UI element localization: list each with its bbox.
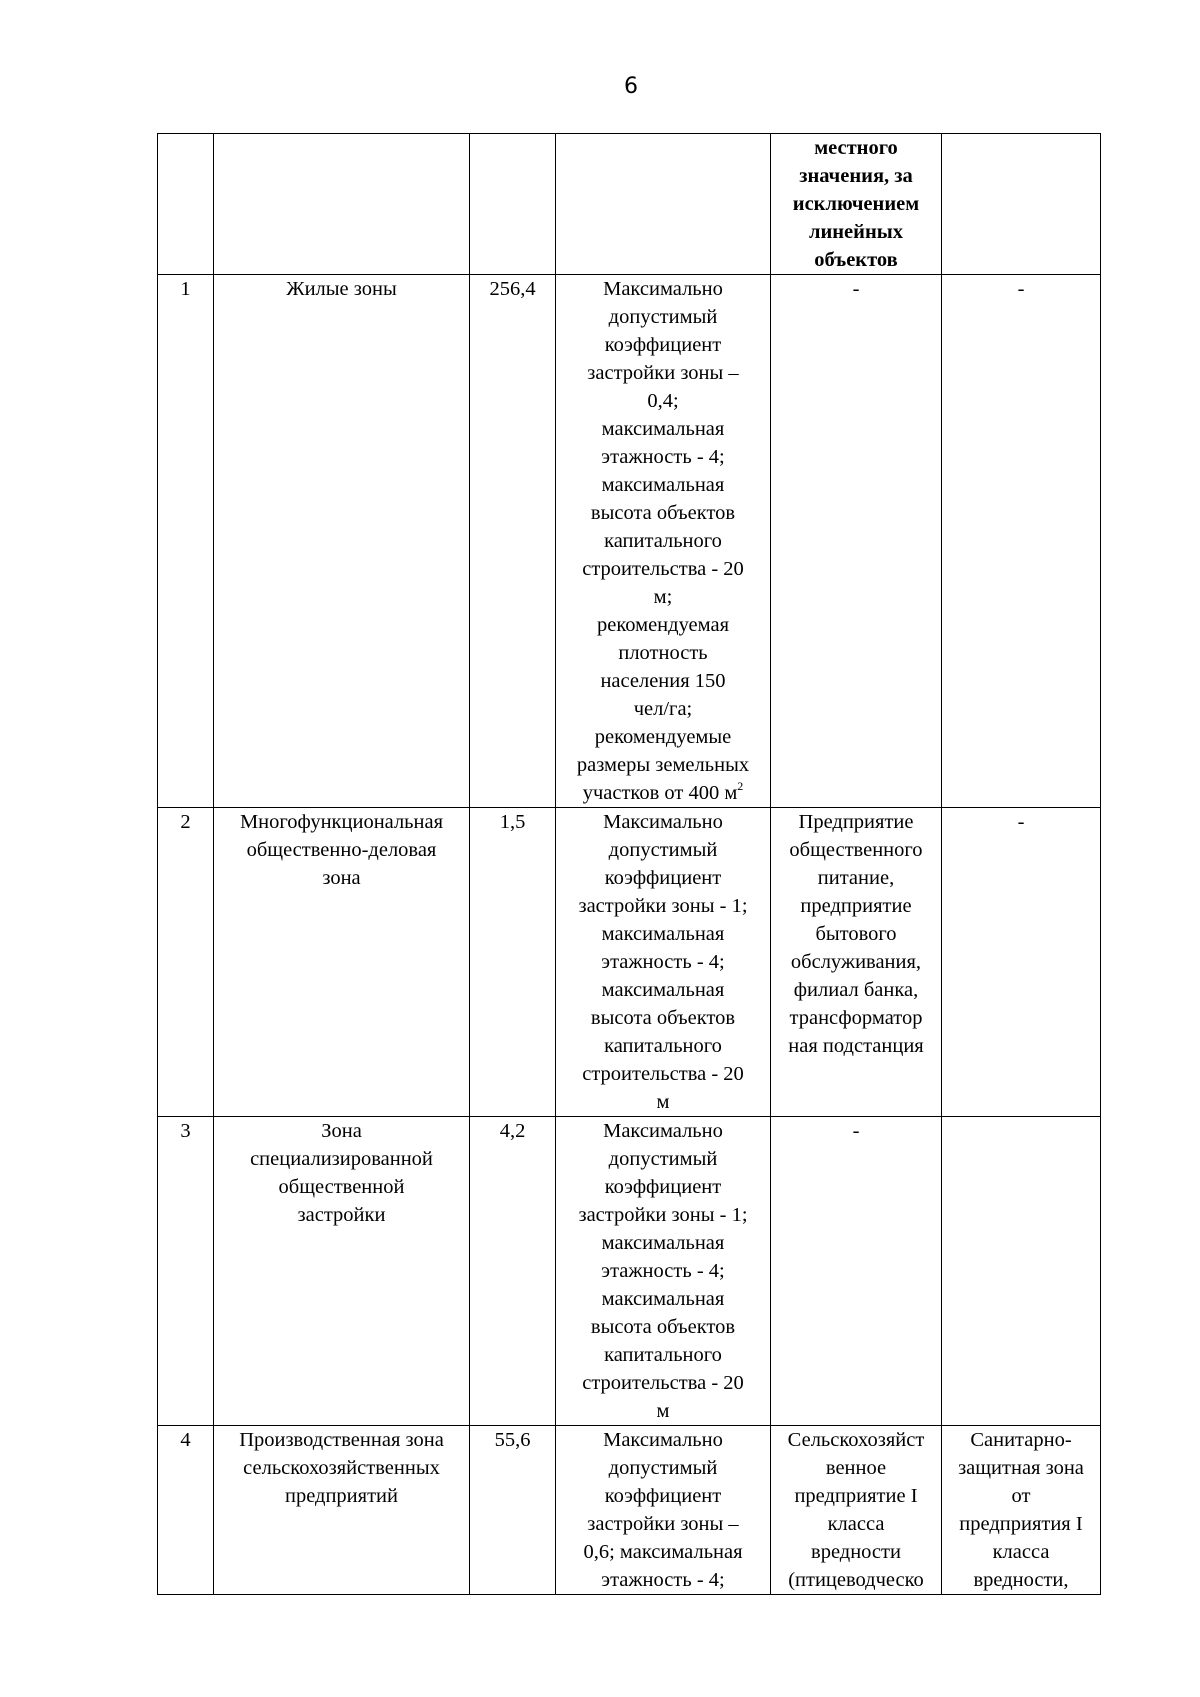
header-objects-cell: местного значения, за исключением линейных объектов [771,134,942,275]
zone-name: Жилые зоны [214,275,470,808]
table-row [158,1426,1101,1595]
special-zones [942,1117,1101,1426]
zone-name: Зона специализированной общественной застройки [214,1117,470,1426]
superscript: 2 [737,779,744,793]
row-number: 1 [158,275,214,808]
zone-parameters: Максимально допустимый коэффициент застройки зоны - 1; максимальная этажность - 4; максимальная высота объектов капитального строительства - 20 м [556,808,771,1117]
table-row [158,808,1101,1117]
cell-zones [942,134,1101,275]
special-zones: Санитарно- защитная зона от предприятия I класса вредности, [942,1426,1101,1595]
cell-num [158,134,214,275]
zone-area: 4,2 [470,1117,556,1426]
zone-area: 55,6 [470,1426,556,1595]
row-number: 4 [158,1426,214,1595]
zones-table [157,133,1101,1595]
row-number: 2 [158,808,214,1117]
zone-name: Многофункциональная общественно-деловая зона [214,808,470,1117]
zone-name: Производственная зона сельскохозяйственных предприятий [214,1426,470,1595]
zone-parameters-text: Максимально допустимый коэффициент застройки зоны – 0,4; максимальная этажность - 4; максимальная высота объектов капитального строительства - 20 м; рекомендуемая плотность населения 150 чел/га; рекомендуемые размеры земельных участков от 400 м [576,278,750,804]
page-number: 6 [624,74,638,99]
cell-params [556,134,771,275]
planned-objects: - [771,275,942,808]
zone-parameters [556,275,771,808]
planned-objects: Сельскохозяйст венное предприятие I класса вредности (птицеводческо [771,1426,942,1595]
special-zones: - [942,275,1101,808]
table-row [158,275,1101,808]
cell-area [470,134,556,275]
table-header-row [158,134,1101,275]
zone-parameters: Максимально допустимый коэффициент застройки зоны – 0,6; максимальная этажность - 4; [556,1426,771,1595]
zone-area: 1,5 [470,808,556,1117]
planned-objects: Предприятие общественного питание, предприятие бытового обслуживания, филиал банка, трансформатор ная подстанция [771,808,942,1117]
zone-area: 256,4 [470,275,556,808]
table-row [158,1117,1101,1426]
row-number: 3 [158,1117,214,1426]
special-zones: - [942,808,1101,1117]
cell-zone [214,134,470,275]
planned-objects: - [771,1117,942,1426]
zone-parameters: Максимально допустимый коэффициент застройки зоны - 1; максимальная этажность - 4; максимальная высота объектов капитального строительства - 20 м [556,1117,771,1426]
